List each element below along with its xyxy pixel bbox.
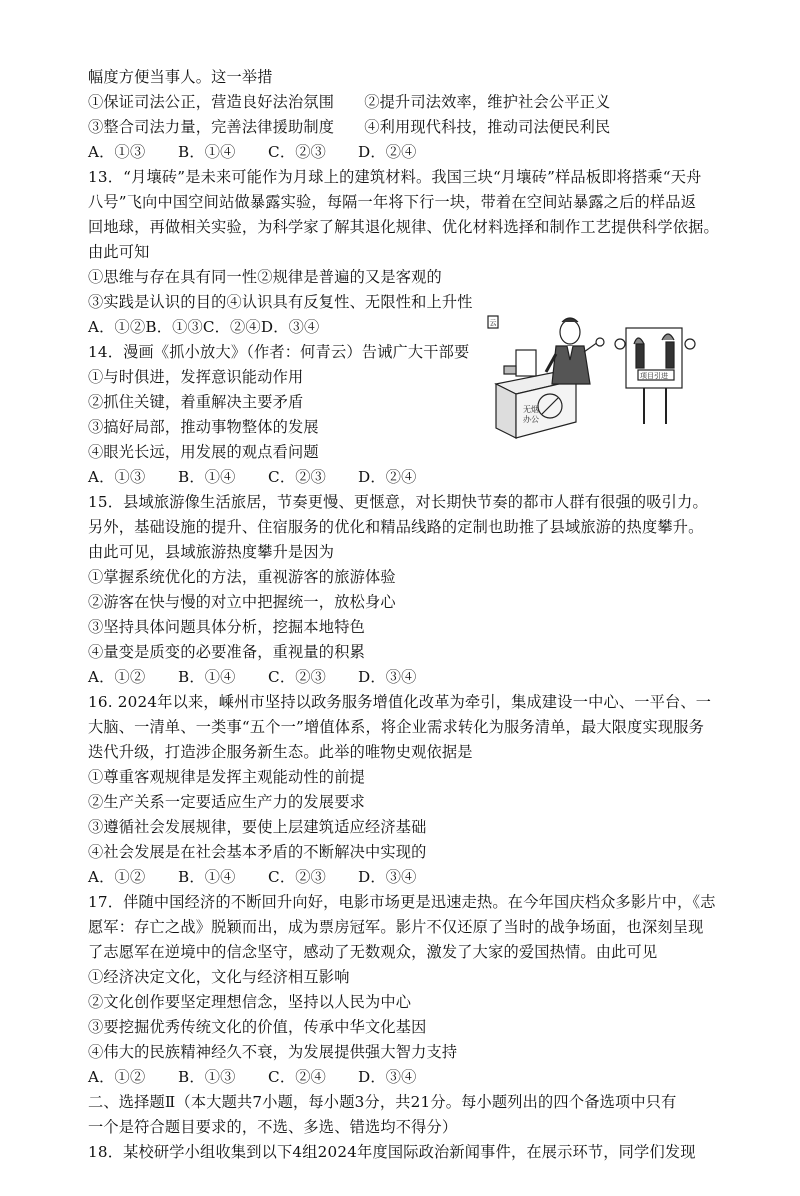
- q13-options[interactable]: A．①②B．①③C．②④D．③④: [88, 318, 320, 336]
- artist-seal-text: 云: [489, 319, 497, 327]
- q14-statement-2: ②抓住关键，着重解决主要矛盾: [88, 393, 304, 411]
- q17-statement-3: ③要挖掘优秀传统文化的价值，传承中华文化基因: [88, 1018, 427, 1036]
- q13-stem-line-1: 13．“月壤砖”是未来可能作为月球上的建筑材料。我国三块“月壤砖”样品板即将搭乘“天舟: [88, 168, 702, 186]
- q12-option-b[interactable]: B．①④: [178, 143, 236, 161]
- q13-stem-line-2: 八号”飞向中国空间站做暴露实验，每隔一年将下行一块，带着在空间站暴露之后的样品返: [88, 193, 697, 211]
- q15-options: [88, 666, 417, 688]
- q12-option-d[interactable]: D．②④: [358, 143, 417, 161]
- q16-stem-line-2: 大脑、一清单、一类事“五个一”增值体系，将企业需求转化为服务清单，最大限度实现服务: [88, 718, 705, 736]
- q15-statement-2: ②游客在快与慢的对立中把握统一，放松身心: [88, 593, 396, 611]
- q15-statement-4: ④量变是质变的必要准备，重视量的积累: [88, 643, 365, 661]
- q15-stem-line-2: 另外，基础设施的提升、住宿服务的优化和精品线路的定制也助推了县域旅游的热度攀升。: [88, 518, 704, 536]
- q14-option-b[interactable]: B．①④: [178, 468, 236, 486]
- q15-statement-3: ③坚持具体问题具体分析，挖掘本地特色: [88, 618, 365, 636]
- q16-option-a[interactable]: A．①②: [88, 868, 146, 886]
- q14-statement-1: ①与时俱进，发挥意识能动作用: [88, 368, 304, 386]
- q16-statement-1: ①尊重客观规律是发挥主观能动性的前提: [88, 768, 365, 786]
- q12-statement-3: ③整合司法力量，完善法律援助制度: [88, 118, 335, 136]
- q12-statement-1: ①保证司法公正，营造良好法治氛围: [88, 93, 335, 111]
- q16-option-c[interactable]: C．②③: [268, 868, 326, 886]
- q15-stem-line-1: 15．县域旅游像生活旅居，节奏更慢、更惬意，对长期快节奏的都市人群有很强的吸引力。: [88, 493, 708, 511]
- q14-option-c[interactable]: C．②③: [268, 468, 326, 486]
- q17-statement-4: ④伟大的民族精神经久不衰，为发展提供强大智力支持: [88, 1043, 458, 1061]
- q15-option-b[interactable]: B．①④: [178, 668, 236, 686]
- q14-statement-3: ③搞好局部，推动事物整体的发展: [88, 418, 319, 436]
- q12-options: [88, 141, 417, 163]
- q16-option-d[interactable]: D．③④: [358, 868, 417, 886]
- q14-option-a[interactable]: A．①③: [88, 468, 146, 486]
- q16-statement-3: ③遵循社会发展规律，要使上层建筑适应经济基础: [88, 818, 427, 836]
- q17-option-b[interactable]: B．①③: [178, 1068, 236, 1086]
- q15-option-a[interactable]: A．①②: [88, 668, 146, 686]
- q17-options: [88, 1066, 417, 1088]
- q12-statement-4: ④利用现代科技，推动司法便民利民: [364, 118, 611, 136]
- q12-option-a[interactable]: A．①③: [88, 143, 146, 161]
- section-2-header-line-1: 二、选择题Ⅱ（本大题共7小题，每小题3分，共21分。每小题列出的四个备选项中只有: [88, 1093, 677, 1111]
- q12-statements-row-2: [88, 116, 610, 138]
- section-2-header-line-2: 一个是符合题目要求的，不选、多选、错选均不得分）: [88, 1118, 458, 1136]
- cartoon-illustration: [486, 314, 714, 440]
- q16-option-b[interactable]: B．①④: [178, 868, 236, 886]
- sign-text: 项目引进: [640, 372, 668, 380]
- q14-statement-4: ④眼光长远，用发展的观点看问题: [88, 443, 319, 461]
- q13-stem-line-4: 由此可知: [88, 243, 150, 261]
- q14-option-d[interactable]: D．②④: [358, 468, 417, 486]
- q17-option-c[interactable]: C．②④: [268, 1068, 326, 1086]
- box-label-line-1: 无烟: [523, 405, 539, 414]
- q16-stem-line-3: 迭代升级，打造涉企服务新生态。此举的唯物史观依据是: [88, 743, 473, 761]
- q17-statement-2: ②文化创作要坚定理想信念，坚持以人民为中心: [88, 993, 412, 1011]
- q15-statement-1: ①掌握系统优化的方法，重视游客的旅游体验: [88, 568, 396, 586]
- q15-option-d[interactable]: D．③④: [358, 668, 417, 686]
- q17-option-a[interactable]: A．①②: [88, 1068, 146, 1086]
- q16-stem-line-1: 16. 2024年以来，嵊州市坚持以政务服务增值化改革为牵引，集成建设一中心、一平台、一: [88, 693, 712, 711]
- q13-statements-1-2: ①思维与存在具有同一性②规律是普遍的又是客观的: [88, 268, 442, 286]
- q12-stem-continuation: 幅度方便当事人。这一举措: [88, 68, 273, 86]
- q13-stem-line-3: 回地球，再做相关实验，为科学家了解其退化规律、优化材料选择和制作工艺提供科学依据。: [88, 218, 719, 236]
- q17-statement-1: ①经济决定文化，文化与经济相互影响: [88, 968, 350, 986]
- q14-options: [88, 466, 417, 488]
- q12-statements-row-1: [88, 91, 610, 113]
- q17-stem-line-3: 了志愿军在逆境中的信念坚守，感动了无数观众，激发了大家的爱国热情。由此可见: [88, 943, 658, 961]
- q15-option-c[interactable]: C．②③: [268, 668, 326, 686]
- official-figure-icon: [546, 318, 604, 384]
- q16-statement-4: ④社会发展是在社会基本矛盾的不断解决中实现的: [88, 843, 427, 861]
- q15-stem-line-3: 由此可见，县域旅游热度攀升是因为: [88, 543, 335, 561]
- q17-option-d[interactable]: D．③④: [358, 1068, 417, 1086]
- q12-option-c[interactable]: C．②③: [268, 143, 326, 161]
- q13-statements-3-4: ③实践是认识的目的④认识具有反复性、无限性和上升性: [88, 293, 473, 311]
- q17-stem-line-2: 愿军：存亡之战》脱颖而出，成为票房冠军。影片不仅还原了当时的战争场面，也深刻呈现: [88, 918, 704, 936]
- q16-options: [88, 866, 417, 888]
- q18-stem-line-1: 18．某校研学小组收集到以下4组2024年度国际政治新闻事件，在展示环节，同学们发现: [88, 1143, 696, 1161]
- q14-stem: 14．漫画《抓小放大》（作者：何青云）告诫广大干部要: [88, 343, 470, 361]
- q16-statement-2: ②生产关系一定要适应生产力的发展要求: [88, 793, 365, 811]
- q17-stem-line-1: 17．伴随中国经济的不断回升向好，电影市场更是迅速走热。在今年国庆档众多影片中，《志: [88, 893, 716, 911]
- q12-statement-2: ②提升司法效率，维护社会公平正义: [364, 93, 611, 111]
- box-label-line-2: 办公: [523, 415, 539, 424]
